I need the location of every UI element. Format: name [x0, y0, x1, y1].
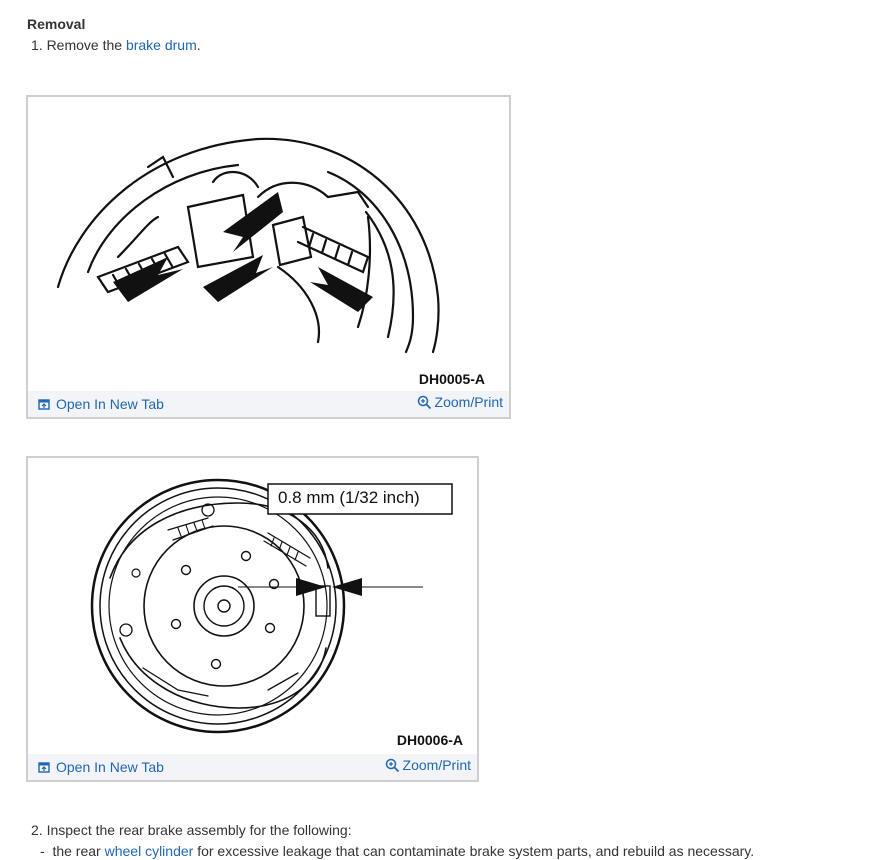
open-in-new-tab-icon [38, 761, 50, 773]
inspection-item-prefix: - the rear [40, 843, 105, 859]
step-1-prefix: 1. Remove the [31, 37, 126, 53]
open-in-new-tab-icon [38, 398, 50, 410]
step-2: 2. Inspect the rear brake assembly for the following: [31, 822, 352, 838]
zoom-print-button[interactable] [417, 394, 503, 410]
inspection-item [40, 843, 754, 859]
open-in-new-tab-label: Open In New Tab [56, 759, 164, 775]
section-heading: Removal [27, 16, 86, 32]
brake-drum-link[interactable]: brake drum [125, 37, 197, 53]
figure-toolbar [28, 391, 509, 417]
open-in-new-tab-button[interactable] [38, 759, 164, 775]
open-in-new-tab-label: Open In New Tab [56, 396, 164, 412]
step-1-suffix: . [196, 37, 201, 53]
wheel-cylinder-link[interactable]: wheel cylinder [104, 843, 194, 859]
step-1 [31, 37, 201, 53]
figure-dh0005 [26, 95, 511, 419]
figure-toolbar [28, 754, 477, 780]
open-in-new-tab-button[interactable] [38, 396, 164, 412]
inspection-item-suffix: for excessive leakage that can contaminate brake system parts, and rebuild as necessary. [193, 843, 755, 859]
zoom-print-label: Zoom/Print [434, 394, 503, 410]
zoom-in-icon [417, 395, 432, 410]
figure-dh0006 [26, 456, 479, 782]
brake-shoe-illustration [28, 97, 509, 391]
zoom-in-icon [385, 758, 400, 773]
figure-code: DH0006-A [396, 732, 463, 748]
figure-code: DH0005-A [418, 371, 485, 387]
zoom-print-label: Zoom/Print [402, 757, 471, 773]
zoom-print-button[interactable] [385, 757, 471, 773]
clearance-callout: 0.8 mm (1/32 inch) [278, 488, 420, 507]
